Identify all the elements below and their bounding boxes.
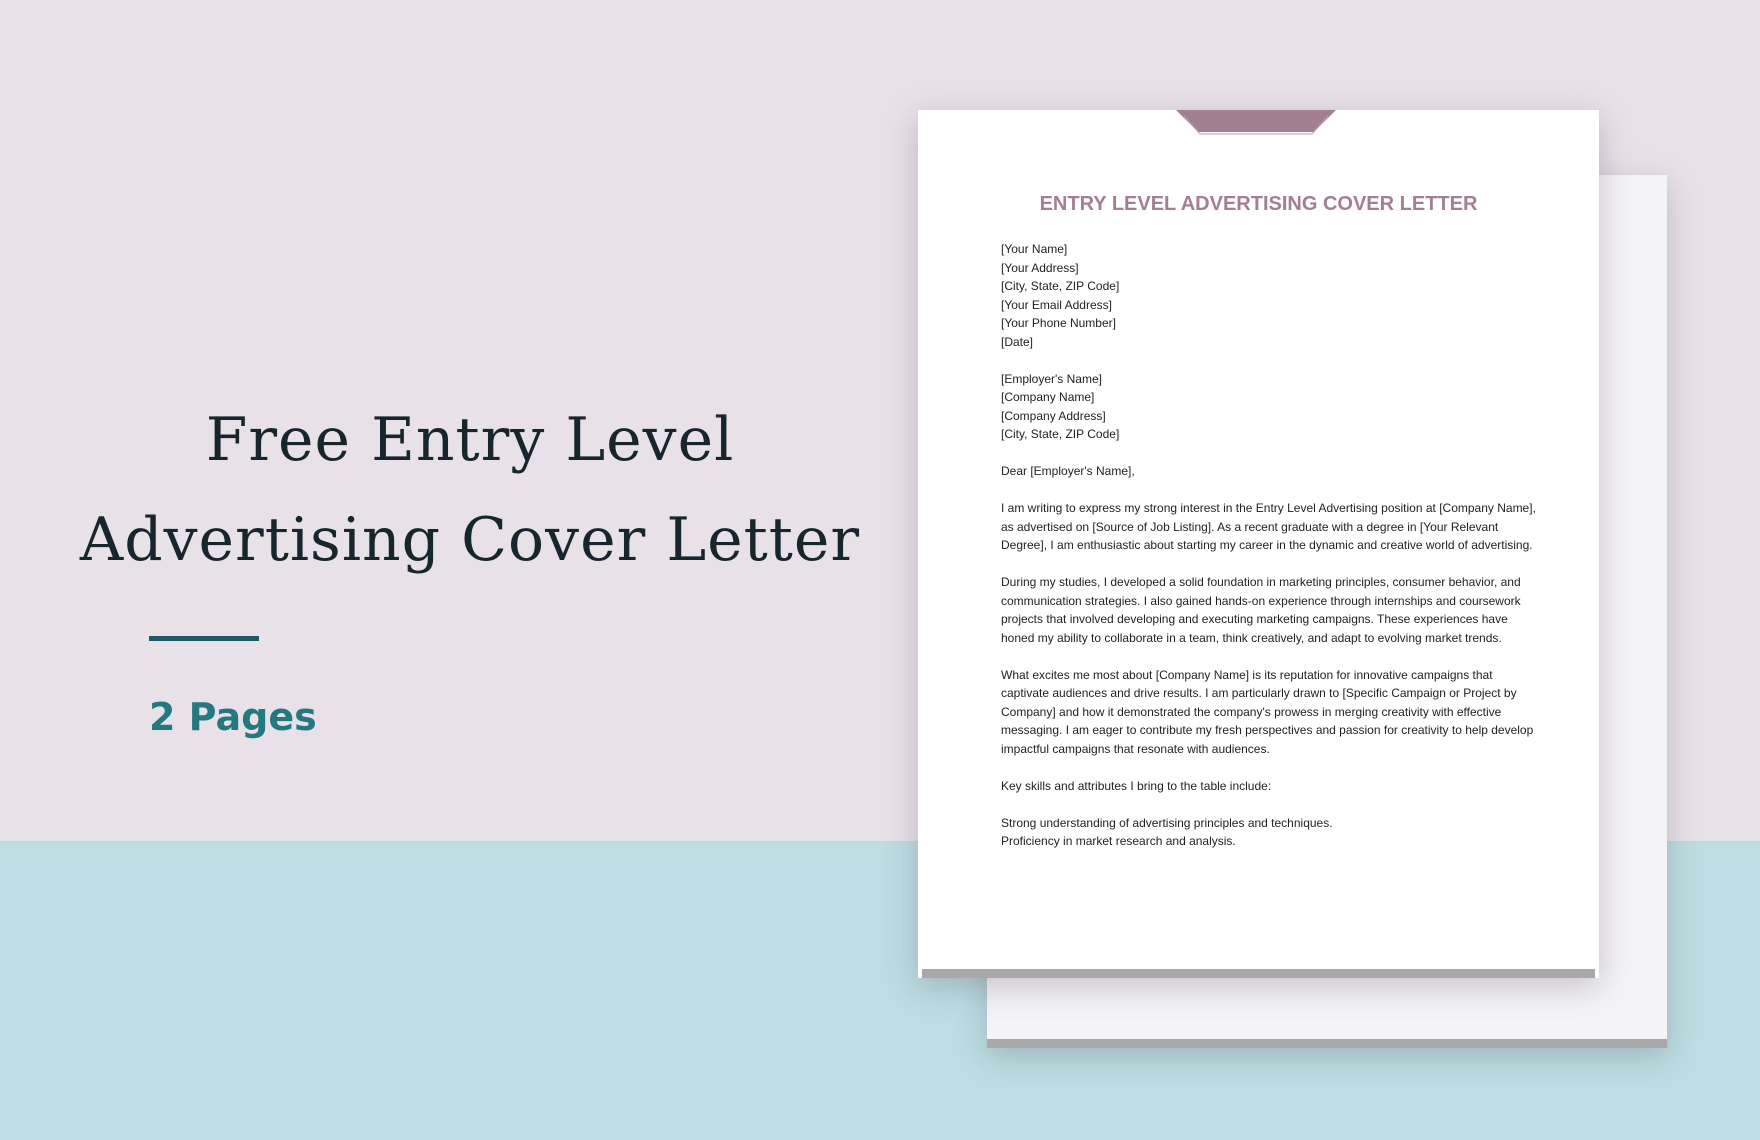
paragraph-2: During my studies, I developed a solid foundation in marketing principles, consumer behavior, and communication strategies. I also gained hands-on experience through internships and coursework projects that involved developing and executing marketing campaigns. These experiences have honed my ability to collaborate in a team, think creatively, and adapt to evolving market trends.	[1001, 575, 1521, 645]
sender-line: [Your Name]	[1001, 242, 1068, 256]
sender-line: [City, State, ZIP Code]	[1001, 279, 1120, 293]
promo-heading-line-1: Free Entry Level	[205, 405, 735, 475]
paragraph-1: I am writing to express my strong interest in the Entry Level Advertising position at [Company Name], as advertised on [Source of Job Listing]. As a recent graduate with a degree in [Your Relevant Degree], I am enthusiastic about starting my career in the dynamic and creative world of advertising.	[1001, 501, 1536, 552]
sender-line: [Your Address]	[1001, 260, 1079, 275]
recipient-line: [City, State, ZIP Code]	[1001, 427, 1120, 441]
promo-heading	[60, 390, 880, 590]
skills-intro: Key skills and attributes I bring to the table include:	[1001, 778, 1272, 793]
recipient-line: [Employer's Name]	[1001, 371, 1102, 386]
recipient-block	[1001, 370, 1541, 444]
sender-line: [Your Phone Number]	[1001, 316, 1116, 330]
recipient-line: [Company Address]	[1001, 408, 1106, 423]
page-count-label: 2 Pages	[149, 695, 317, 739]
letter-body	[1001, 240, 1541, 851]
document-tab-ribbon	[1176, 110, 1336, 135]
recipient-line: [Company Name]	[1001, 390, 1095, 404]
paragraph-3: What excites me most about [Company Name] is its reputation for innovative campaigns that captivate audiences and drive results. I am particularly drawn to [Specific Campaign or Project by Company] and how it demonstrated the company's prowess in merging creativity with effective messaging. I am eager to contribute my fresh perspectives and passion for creativity to help develop impactful campaigns that resonate with audiences.	[1001, 667, 1534, 756]
sender-line: [Your Email Address]	[1001, 297, 1112, 312]
skill-item: Strong understanding of advertising principles and techniques.	[1001, 815, 1333, 830]
document-page-front	[918, 110, 1599, 978]
skill-item: Proficiency in market research and analysis.	[1001, 834, 1236, 848]
sender-line: [Date]	[1001, 334, 1034, 349]
document-title: ENTRY LEVEL ADVERTISING COVER LETTER	[1039, 193, 1478, 215]
document-page-front-edge	[922, 969, 1595, 978]
document-page-back-edge	[987, 1039, 1667, 1048]
salutation: Dear [Employer's Name],	[1001, 464, 1135, 478]
promo-heading-line-2: Advertising Cover Letter	[79, 505, 861, 575]
accent-divider	[149, 636, 259, 641]
skills-list	[1001, 814, 1541, 851]
sender-block	[1001, 240, 1541, 351]
